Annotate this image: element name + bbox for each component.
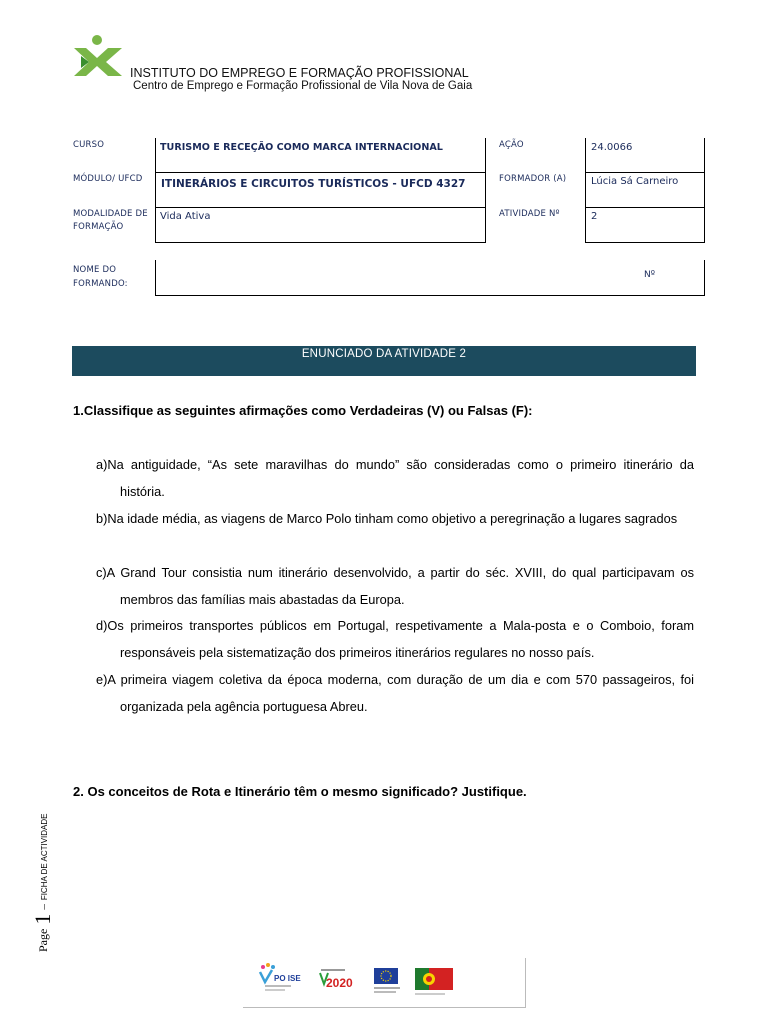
- formador-value: Lúcia Sá Carneiro: [591, 176, 679, 187]
- list-item: e)A primeira viagem coletiva da época moderna, com duração de um dia e com 570 passageiros, foi organizada pela agência portuguesa Abreu.: [96, 672, 694, 714]
- iefp-logo: [72, 34, 126, 80]
- portugal2020-logo: [320, 969, 353, 990]
- acao-value: 24.0066: [591, 142, 633, 153]
- center-name: Centro de Emprego e Formação Profissional de Vila Nova de Gaia: [133, 80, 473, 92]
- funding-logos: [243, 958, 526, 1008]
- modulo-value: ITINERÁRIOS E CIRCUITOS TURÍSTICOS - UFCD 4327: [161, 178, 466, 190]
- page-dash: –: [38, 904, 50, 910]
- formador-label: FORMADOR (A): [499, 174, 567, 184]
- eu-flag-logo: [374, 968, 400, 993]
- atividade-value: 2: [591, 211, 598, 222]
- nome-box-bottom: [155, 295, 705, 296]
- page-number: 1: [30, 913, 55, 925]
- nome-label-1: NOME DO: [73, 265, 117, 275]
- activity-banner: ENUNCIADO DA ATIVIDADE 2: [72, 346, 696, 376]
- modalidade-value: Vida Ativa: [160, 211, 211, 222]
- poise-logo: [260, 963, 301, 991]
- left-box-right-edge: [485, 138, 486, 242]
- list-item: b)Na idade média, as viagens de Marco Polo tinham como objetivo a peregrinação a lugares sagrados: [96, 511, 678, 526]
- ficha-label: FICHA DE ACTIVIDADE: [40, 813, 49, 901]
- poise-text: PO ISE: [274, 974, 301, 983]
- nome-label-2: FORMANDO:: [73, 279, 128, 289]
- list-item: d)Os primeiros transportes públicos em Portugal, respetivamente a Mala-posta e o Comboio, foram responsáveis pela sistematização dos primeiros itinerários regulares no nosso país.: [96, 618, 694, 660]
- nome-box-left-edge: [155, 260, 156, 296]
- modalidade-label-1: MODALIDADE DE: [73, 209, 148, 219]
- right-box-left-edge: [585, 138, 586, 242]
- portugal-flag-logo: [415, 968, 453, 995]
- curso-label: CURSO: [73, 140, 105, 150]
- page-word: Page: [36, 928, 50, 952]
- row-divider: [155, 242, 486, 243]
- row-divider: [155, 207, 486, 208]
- nome-box-right-edge: [704, 260, 705, 296]
- question-2-title: 2. Os conceitos de Rota e Itinerário têm o mesmo significado? Justifique.: [73, 784, 527, 799]
- modalidade-label-2: FORMAÇÃO: [73, 222, 124, 232]
- row-divider: [585, 207, 705, 208]
- question-1-title: 1.Classifique as seguintes afirmações como Verdadeiras (V) ou Falsas (F):: [73, 403, 533, 418]
- page-sidebar: [30, 813, 56, 952]
- row-divider: [585, 172, 705, 173]
- row-divider: [155, 172, 486, 173]
- list-item: a)Na antiguidade, “As sete maravilhas do mundo” são consideradas como o primeiro itinerário da história.: [96, 457, 694, 499]
- list-item: c)A Grand Tour consistia num itinerário desenvolvido, a partir do séc. XVIII, do qual participavam os membros das famílias mais abastadas da Europa.: [96, 565, 694, 607]
- modulo-label: MÓDULO/ UFCD: [73, 174, 143, 184]
- portugal2020-text: 2020: [326, 976, 353, 990]
- left-box-left-edge: [155, 138, 156, 242]
- institute-name: INSTITUTO DO EMPREGO E FORMAÇÃO PROFISSIONAL: [130, 66, 469, 80]
- atividade-label: ATIVIDADE Nº: [499, 209, 560, 219]
- numero-label: Nº: [644, 270, 655, 280]
- acao-label: AÇÃO: [499, 140, 524, 150]
- curso-value: TURISMO E RECEÇÃO COMO MARCA INTERNACIONAL: [160, 142, 443, 153]
- row-divider: [585, 242, 705, 243]
- right-box-right-edge: [704, 138, 705, 242]
